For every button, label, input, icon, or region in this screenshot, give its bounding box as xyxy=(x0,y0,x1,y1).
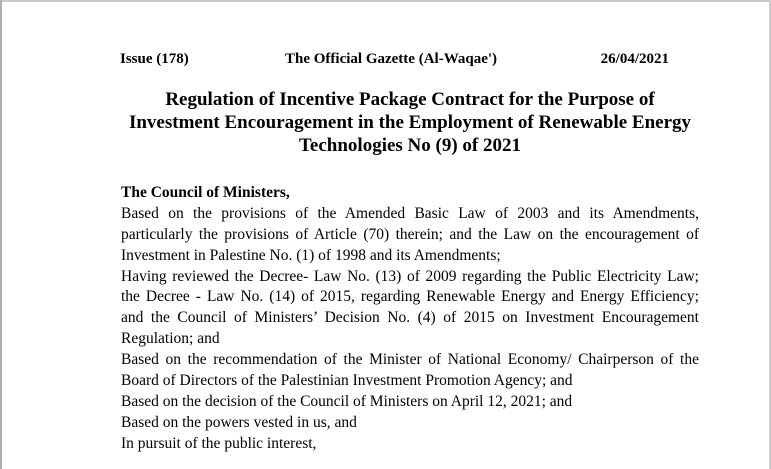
gazette-title: The Official Gazette (Al-Waqae') xyxy=(285,51,498,67)
title-line: Technologies No (9) of 2021 xyxy=(298,135,522,156)
issue-number: Issue (178) xyxy=(120,51,189,67)
issue-date: 26/04/2021 xyxy=(600,51,669,67)
preamble-line: and the Council of Ministers’ Decision No. (4) of 2015 on Investment Encouragement xyxy=(121,309,699,327)
preamble-line: Investment in Palestine No. (1) of 1998 and its Amendments; xyxy=(121,246,501,264)
gazette-header xyxy=(120,50,669,68)
preamble-line: In pursuit of the public interest, xyxy=(121,434,317,452)
title-line: Investment Encouragement in the Employment of Renewable Energy xyxy=(128,112,692,133)
preamble-line: Based on the provisions of the Amended Basic Law of 2003 and its Amendments, xyxy=(121,204,699,222)
title-line: Regulation of Incentive Package Contract for the Purpose of xyxy=(165,89,655,110)
page-left-border xyxy=(0,0,2,469)
preamble-line: Having reviewed the Decree- Law No. (13) of 2009 regarding the Public Electricity Law; xyxy=(121,267,699,285)
preamble-line: Based on the recommendation of the Minister of National Economy/ Chairperson of the xyxy=(121,351,699,369)
preamble-line: Based on the decision of the Council of Ministers on April 12, 2021; and xyxy=(121,392,573,410)
council-heading: The Council of Ministers, xyxy=(121,184,290,201)
preamble-body xyxy=(121,183,699,455)
preamble-line: particularly the provisions of Article (70) therein; and the Law on the encouragement of xyxy=(121,225,699,243)
preamble-line: Regulation; and xyxy=(121,330,220,348)
preamble-line: Board of Directors of the Palestinian Investment Promotion Agency; and xyxy=(121,372,573,390)
preamble-line: Based on the powers vested in us, and xyxy=(121,413,357,431)
page-top-border xyxy=(0,0,771,2)
regulation-title xyxy=(110,88,710,157)
preamble-line: the Decree - Law No. (14) of 2015, regarding Renewable Energy and Energy Efficiency; xyxy=(121,288,699,306)
